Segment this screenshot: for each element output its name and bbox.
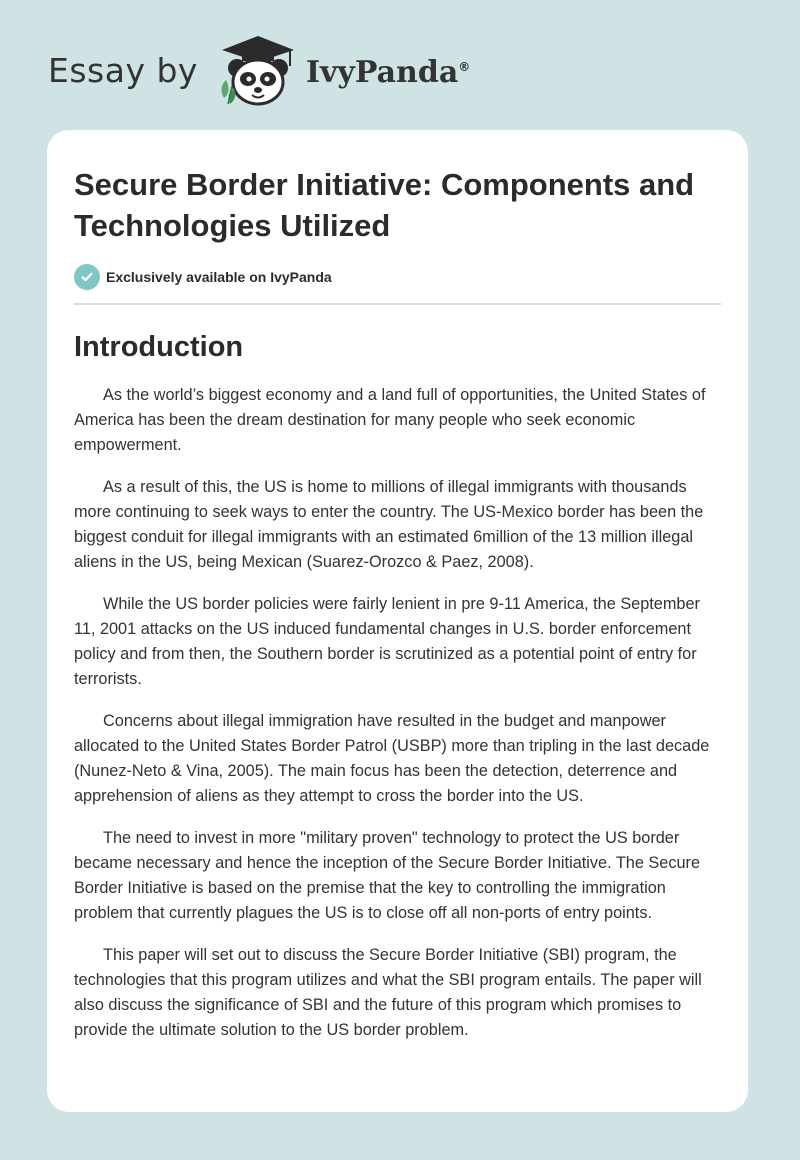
divider [74, 303, 721, 305]
badge-text: Exclusively available on IvyPanda [106, 269, 332, 285]
paragraph: The need to invest in more "military proven" technology to protect the US border became necessary and hence the inception of the Secure Border Initiative. The Secure Border Initiative is based on the premise that the key to controlling the immigration problem that currently plagues the US is to close off all non-ports of entry points. [74, 829, 701, 922]
exclusive-badge [74, 264, 721, 290]
registered-mark: ® [458, 59, 471, 74]
brand-name: IvyPanda® [305, 54, 471, 90]
paragraph: This paper will set out to discuss the Secure Border Initiative (SBI) program, the technologies that this program utilizes and what the SBI program entails. The paper will also discuss the significance of SBI and the future of this program which promises to provide the ultimate solution to the US border problem. [74, 946, 702, 1039]
brand-prefix: Essay by [48, 50, 198, 90]
paragraph: As the world’s biggest economy and a land full of opportunities, the United States of America has been the dream destination for many people who seek economic empowerment. [74, 386, 706, 454]
panda-graduate-icon [212, 30, 302, 110]
section-heading: Introduction [74, 331, 244, 363]
check-icon [74, 264, 100, 290]
essay-card [47, 130, 748, 1112]
paragraph: As a result of this, the US is home to millions of illegal immigrants with thousands more continuing to seek ways to enter the country. The US-Mexico border has been the biggest conduit for illegal immigrants with an estimated 6million of the 13 million illegal aliens in the US, being Mexican (Suarez-Orozco & Paez, 2008). [74, 478, 704, 571]
paragraph: Concerns about illegal immigration have resulted in the budget and manpower allocated to the United States Border Patrol (USBP) more than tripling in the last decade (Nunez-Neto & Vina, 2005). The main focus has been the detection, deterrence and apprehension of aliens as they attempt to cross the border into the US. [74, 712, 710, 805]
paragraph: While the US border policies were fairly lenient in pre 9-11 America, the September 11, 2001 attacks on the US induced fundamental changes in U.S. border enforcement policy and from then, the Southern border is scrutinized as a potential point of entry for terrorists. [74, 595, 700, 688]
site-header-logo[interactable] [48, 30, 470, 110]
page-title: Secure Border Initiative: Components and Technologies Utilized [74, 167, 695, 243]
